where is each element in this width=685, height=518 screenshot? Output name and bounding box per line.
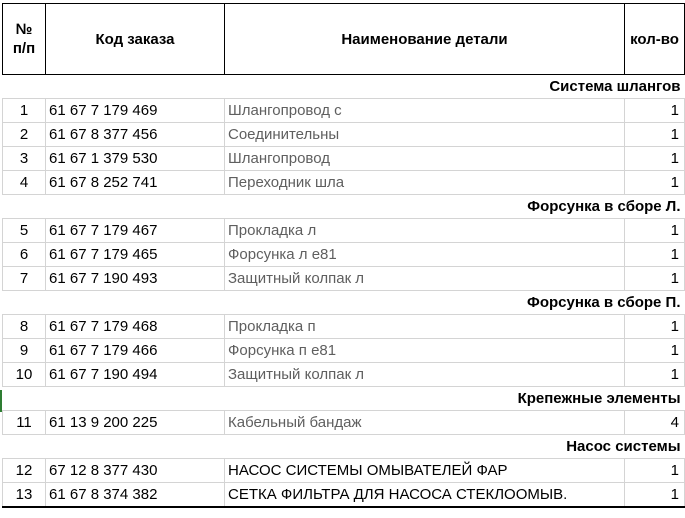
table-row [3, 243, 685, 267]
quantity-cell[interactable]: 1 [625, 171, 685, 195]
order-code-cell[interactable]: 61 67 8 252 741 [46, 171, 225, 195]
quantity-cell[interactable]: 1 [625, 339, 685, 363]
quantity-cell[interactable]: 1 [625, 147, 685, 171]
order-code-cell[interactable]: 61 67 7 179 466 [46, 339, 225, 363]
quantity-cell[interactable]: 1 [625, 483, 685, 508]
row-number-cell[interactable]: 5 [3, 219, 46, 243]
parts-table [2, 3, 685, 508]
order-code-cell[interactable]: 61 67 7 179 465 [46, 243, 225, 267]
part-name-cell[interactable]: Форсунка л e81 [225, 243, 625, 267]
table-row [3, 483, 685, 508]
quantity-cell[interactable]: 1 [625, 243, 685, 267]
part-name-cell[interactable]: СЕТКА ФИЛЬТРА ДЛЯ НАСОСА СТЕКЛООМЫВ. [225, 483, 625, 508]
section-row [3, 195, 685, 219]
row-number-cell[interactable]: 1 [3, 99, 46, 123]
order-code-cell[interactable]: 61 67 7 190 493 [46, 267, 225, 291]
table-row [3, 123, 685, 147]
part-name-cell[interactable]: Шлангопровод с [225, 99, 625, 123]
section-title[interactable]: Система шлангов [3, 75, 685, 99]
part-name-cell[interactable]: Прокладка л [225, 219, 625, 243]
row-number-cell[interactable]: 9 [3, 339, 46, 363]
part-name-cell[interactable]: Форсунка п e81 [225, 339, 625, 363]
row-number-cell[interactable]: 13 [3, 483, 46, 508]
table-row [3, 267, 685, 291]
row-number-cell[interactable]: 6 [3, 243, 46, 267]
order-code-cell[interactable]: 61 13 9 200 225 [46, 411, 225, 435]
table-body [3, 75, 685, 508]
part-name-cell[interactable]: Кабельный бандаж [225, 411, 625, 435]
header-row [3, 4, 685, 75]
part-name-cell[interactable]: Защитный колпак л [225, 363, 625, 387]
section-row [3, 75, 685, 99]
row-number-cell[interactable]: 12 [3, 459, 46, 483]
section-row [3, 387, 685, 411]
table-row [3, 363, 685, 387]
header-code[interactable]: Код заказа [46, 4, 225, 75]
quantity-cell[interactable]: 1 [625, 123, 685, 147]
order-code-cell[interactable]: 61 67 7 179 467 [46, 219, 225, 243]
row-number-cell[interactable]: 2 [3, 123, 46, 147]
row-number-cell[interactable]: 8 [3, 315, 46, 339]
row-number-cell[interactable]: 4 [3, 171, 46, 195]
section-title[interactable]: Форсунка в сборе Л. [3, 195, 685, 219]
order-code-cell[interactable]: 67 12 8 377 430 [46, 459, 225, 483]
section-title[interactable]: Крепежные элементы [3, 387, 685, 411]
table-row [3, 147, 685, 171]
quantity-cell[interactable]: 1 [625, 219, 685, 243]
table-row [3, 219, 685, 243]
header-qty[interactable]: кол-во [625, 4, 685, 75]
row-number-cell[interactable]: 11 [3, 411, 46, 435]
quantity-cell[interactable]: 1 [625, 99, 685, 123]
table-row [3, 315, 685, 339]
section-row [3, 291, 685, 315]
part-name-cell[interactable]: Прокладка п [225, 315, 625, 339]
table-row [3, 171, 685, 195]
row-number-cell[interactable]: 7 [3, 267, 46, 291]
header-name[interactable]: Наименование детали [225, 4, 625, 75]
order-code-cell[interactable]: 61 67 8 374 382 [46, 483, 225, 508]
table-row [3, 339, 685, 363]
order-code-cell[interactable]: 61 67 7 179 468 [46, 315, 225, 339]
quantity-cell[interactable]: 1 [625, 315, 685, 339]
table-row [3, 459, 685, 483]
order-code-cell[interactable]: 61 67 7 190 494 [46, 363, 225, 387]
order-code-cell[interactable]: 61 67 8 377 456 [46, 123, 225, 147]
row-number-cell[interactable]: 10 [3, 363, 46, 387]
part-name-cell[interactable]: Переходник шла [225, 171, 625, 195]
table-row [3, 99, 685, 123]
part-name-cell[interactable]: НАСОС СИСТЕМЫ ОМЫВАТЕЛЕЙ ФАР [225, 459, 625, 483]
row-number-cell[interactable]: 3 [3, 147, 46, 171]
header-num[interactable]: № п/п [3, 4, 46, 75]
order-code-cell[interactable]: 61 67 7 179 469 [46, 99, 225, 123]
part-name-cell[interactable]: Защитный колпак л [225, 267, 625, 291]
quantity-cell[interactable]: 1 [625, 363, 685, 387]
table-row [3, 411, 685, 435]
part-name-cell[interactable]: Шлангопровод [225, 147, 625, 171]
section-row [3, 435, 685, 459]
section-title[interactable]: Насос системы [3, 435, 685, 459]
quantity-cell[interactable]: 1 [625, 267, 685, 291]
quantity-cell[interactable]: 1 [625, 459, 685, 483]
section-title[interactable]: Форсунка в сборе П. [3, 291, 685, 315]
order-code-cell[interactable]: 61 67 1 379 530 [46, 147, 225, 171]
quantity-cell[interactable]: 4 [625, 411, 685, 435]
part-name-cell[interactable]: Соединительны [225, 123, 625, 147]
